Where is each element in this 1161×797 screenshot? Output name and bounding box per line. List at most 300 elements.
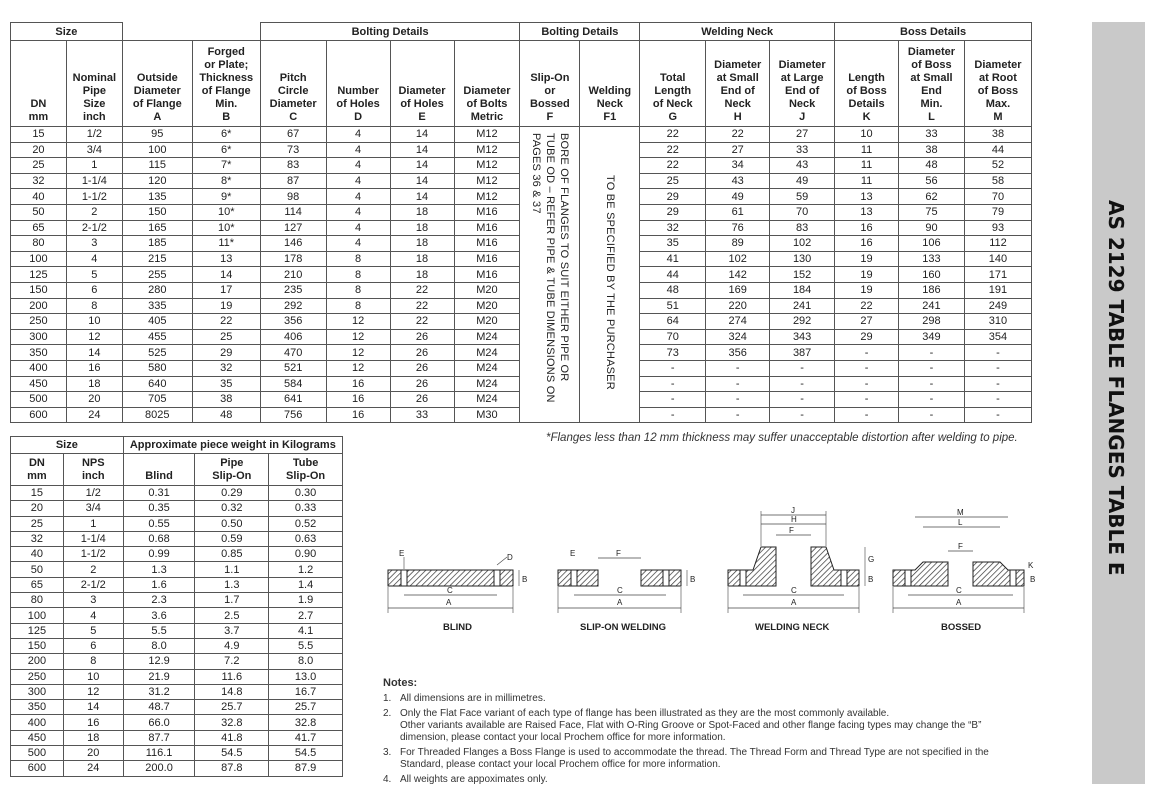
column-header-line: Length: [654, 85, 692, 97]
table-cell: 58: [964, 173, 1031, 189]
table-cell: M24: [454, 329, 520, 345]
table-cell: 70: [964, 189, 1031, 205]
weight-table-row: [11, 531, 343, 546]
table-cell: 22: [192, 314, 260, 330]
table-cell: 255: [122, 267, 192, 283]
table-cell: 17: [192, 282, 260, 298]
table-cell: 7*: [192, 158, 260, 174]
table-cell: 13: [835, 204, 899, 220]
table-cell: 33: [770, 142, 835, 158]
table-cell: M20: [454, 298, 520, 314]
table-cell: 10: [66, 314, 122, 330]
table-cell: 35: [192, 376, 260, 392]
table-cell: 235: [260, 282, 326, 298]
weight-table-cell: 5.5: [269, 638, 343, 653]
table-cell: 50: [11, 204, 67, 220]
note-line: dimension, please contact your local Prochem office for more information.: [400, 732, 726, 743]
weight-table-cell: 500: [11, 746, 64, 761]
weight-table-cell: 0.55: [123, 516, 195, 531]
table-cell: 521: [260, 360, 326, 376]
table-cell: 11: [835, 158, 899, 174]
weight-table-cell: 3: [63, 593, 123, 608]
weight-column-header-1: [63, 454, 123, 486]
table-cell: 356: [706, 345, 770, 361]
table-cell: 4: [66, 251, 122, 267]
column-header-line: Diameter: [463, 85, 511, 97]
notes-section: [383, 677, 1033, 789]
table-cell: M16: [454, 204, 520, 220]
column-header-line: Welding: [588, 85, 632, 97]
table-cell: 27: [770, 127, 835, 143]
table-cell: 38: [964, 127, 1031, 143]
note-number: 1.: [383, 693, 392, 704]
weight-table-cell: 25.7: [269, 700, 343, 715]
table-cell: 112: [964, 236, 1031, 252]
table-cell: 8: [326, 298, 390, 314]
table-cell: -: [899, 376, 965, 392]
table-cell: 11: [835, 173, 899, 189]
table-cell: 70: [770, 204, 835, 220]
table-cell: 41: [640, 251, 706, 267]
note-text: [400, 693, 546, 705]
table-cell: 62: [899, 189, 965, 205]
table-cell: 19: [835, 251, 899, 267]
weight-table-cell: 0.50: [195, 516, 269, 531]
table-cell: 142: [706, 267, 770, 283]
weight-table-row: [11, 516, 343, 531]
table-cell: 4: [326, 173, 390, 189]
table-cell: 641: [260, 392, 326, 408]
column-header-line: at Small: [716, 72, 759, 84]
dim-letter-l: L: [958, 518, 963, 527]
column-header-line: of Boss: [846, 85, 887, 97]
table-cell: M16: [454, 220, 520, 236]
table-cell: 10: [835, 127, 899, 143]
weight-table-row: [11, 593, 343, 608]
weight-table-cell: 1.4: [269, 577, 343, 592]
table-cell: 406: [260, 329, 326, 345]
weight-column-header-2: [123, 454, 195, 486]
weight-table-cell: 0.90: [269, 547, 343, 562]
column-header-9: [580, 41, 640, 127]
table-cell: -: [964, 392, 1031, 408]
table-cell: 100: [122, 142, 192, 158]
weight-table-cell: 0.30: [269, 486, 343, 501]
note-item: [383, 708, 1033, 744]
column-header-line: Neck: [788, 98, 816, 110]
welding-neck-bore-note-cell: [580, 127, 640, 423]
table-cell: 33: [899, 127, 965, 143]
column-header-line: Forged: [207, 46, 245, 58]
table-cell: 4: [326, 189, 390, 205]
weight-column-header-line: NPS: [81, 457, 105, 469]
table-cell: 22: [835, 298, 899, 314]
column-header-line: Diameter: [269, 98, 317, 110]
table-cell: 67: [260, 127, 326, 143]
dim-letter-c-2: C: [617, 586, 623, 595]
table-cell: 49: [706, 189, 770, 205]
table-cell: 27: [835, 314, 899, 330]
note-text: [400, 708, 981, 744]
group-header-blank: [122, 23, 260, 41]
table-cell: 20: [11, 142, 67, 158]
table-cell: 22: [390, 314, 454, 330]
table-cell: 349: [899, 329, 965, 345]
table-cell: 75: [899, 204, 965, 220]
table-cell: 8: [326, 251, 390, 267]
table-cell: 2: [66, 204, 122, 220]
weight-table-cell: 14: [63, 700, 123, 715]
table-cell: 8: [326, 267, 390, 283]
table-cell: M16: [454, 251, 520, 267]
weight-table-cell: 12.9: [123, 654, 195, 669]
weight-table-cell: 600: [11, 761, 64, 776]
table-cell: -: [964, 407, 1031, 423]
table-cell: M12: [454, 127, 520, 143]
weight-table-cell: 3.6: [123, 608, 195, 623]
table-cell: 16: [326, 376, 390, 392]
column-header-line: Length: [848, 72, 885, 84]
table-cell: 10*: [192, 204, 260, 220]
weight-table-row: [11, 654, 343, 669]
table-cell: 210: [260, 267, 326, 283]
column-header-line: End: [921, 85, 942, 97]
table-cell: 171: [964, 267, 1031, 283]
table-cell: 43: [770, 158, 835, 174]
weight-table-cell: 1-1/4: [63, 531, 123, 546]
weight-table-cell: 13.0: [269, 669, 343, 684]
table-cell: 9*: [192, 189, 260, 205]
table-cell: 26: [390, 392, 454, 408]
weight-table-cell: 7.2: [195, 654, 269, 669]
table-cell: -: [640, 392, 706, 408]
note-line: Other variants available are Raised Face, Flat with O-Ring Groove or Spot-Faced and other flange facing types may change the “B”: [400, 720, 982, 731]
weight-table-cell: 0.85: [195, 547, 269, 562]
weight-table-cell: 80: [11, 593, 64, 608]
dim-letter-k: K: [1028, 561, 1034, 570]
column-header-line: or Plate;: [204, 59, 249, 71]
weight-table-cell: 4: [63, 608, 123, 623]
table-cell: 26: [390, 345, 454, 361]
weight-table-cell: 2.3: [123, 593, 195, 608]
weight-size-header: Size: [11, 437, 124, 454]
table-cell: 525: [122, 345, 192, 361]
dim-letter-b-2: B: [690, 575, 696, 584]
table-cell: 61: [706, 204, 770, 220]
weight-table-cell: 300: [11, 684, 64, 699]
table-cell: 22: [390, 298, 454, 314]
table-cell: 14: [390, 127, 454, 143]
weight-table-cell: 1.7: [195, 593, 269, 608]
weight-table-cell: 1.3: [195, 577, 269, 592]
weight-table-cell: 125: [11, 623, 64, 638]
weight-column-header-line: mm: [27, 470, 47, 482]
table-cell: 241: [899, 298, 965, 314]
weight-table-row: [11, 730, 343, 745]
weight-table-cell: 0.32: [195, 501, 269, 516]
note-line: Standard, please contact your local Prochem office for more information.: [400, 759, 721, 770]
dim-letter-j: J: [791, 506, 795, 515]
column-header-line: of Holes: [400, 98, 444, 110]
table-cell: 6: [66, 282, 122, 298]
table-cell: 59: [770, 189, 835, 205]
table-cell: 27: [706, 142, 770, 158]
table-cell: 95: [122, 127, 192, 143]
column-header-line: Neck: [596, 98, 623, 110]
column-header-12: [770, 41, 835, 127]
column-header-line: Metric: [470, 111, 504, 123]
column-header-line: B: [222, 111, 231, 123]
table-cell: 26: [390, 376, 454, 392]
dim-letter-b: B: [522, 575, 528, 584]
weight-table-cell: 1.6: [123, 577, 195, 592]
table-cell: 4: [326, 142, 390, 158]
column-header-line: Circle: [277, 85, 309, 97]
note-line: For Threaded Flanges a Boss Flange is used to accommodate the thread. The Thread Form and Thread Type are not specified in the: [400, 747, 989, 758]
table-cell: 16: [326, 407, 390, 423]
weight-table-cell: 3/4: [63, 501, 123, 516]
table-cell: 6*: [192, 142, 260, 158]
table-cell: 114: [260, 204, 326, 220]
weight-table-cell: 200.0: [123, 761, 195, 776]
note-item: [383, 693, 1033, 705]
weight-table-cell: 40: [11, 547, 64, 562]
table-cell: 335: [122, 298, 192, 314]
table-cell: 354: [964, 329, 1031, 345]
table-cell: 292: [260, 298, 326, 314]
table-cell: 93: [964, 220, 1031, 236]
table-cell: -: [770, 376, 835, 392]
table-cell: 22: [390, 282, 454, 298]
table-cell: 35: [640, 236, 706, 252]
weight-table-cell: 0.68: [123, 531, 195, 546]
table-cell: 152: [770, 267, 835, 283]
slip-on-bore-note: BORE OF FLANGES TO SUIT EITHER PIPE OR TUBE OD – REFER PIPE & TUBE DIMENSIONS ON PAGES 36 & 37: [529, 133, 570, 403]
weight-table-cell: 5.5: [123, 623, 195, 638]
weight-table-cell: 5: [63, 623, 123, 638]
weight-table-row: [11, 700, 343, 715]
column-header-line: at Small: [910, 72, 953, 84]
table-cell: 15: [11, 127, 67, 143]
table-cell: 300: [11, 329, 67, 345]
sidebar-title: AS 2129 TABLE FLANGES TABLE E: [1104, 200, 1128, 576]
table-cell: -: [964, 360, 1031, 376]
group-header-bolting-2: Bolting Details: [520, 23, 640, 41]
column-header-line: E: [418, 111, 426, 123]
weight-table-cell: 1.9: [269, 593, 343, 608]
weight-table-cell: 54.5: [269, 746, 343, 761]
dim-letter-b-4: B: [1030, 575, 1036, 584]
table-cell: 350: [11, 345, 67, 361]
table-cell: 140: [964, 251, 1031, 267]
table-cell: 73: [640, 345, 706, 361]
dim-letter-c-4: C: [956, 586, 962, 595]
table-cell: 83: [260, 158, 326, 174]
weight-table-row: [11, 562, 343, 577]
weight-table-cell: 25: [11, 516, 64, 531]
table-cell: 22: [640, 127, 706, 143]
table-cell: 102: [706, 251, 770, 267]
weight-table-cell: 8.0: [269, 654, 343, 669]
column-header-line: Min.: [920, 98, 943, 110]
table-cell: 146: [260, 236, 326, 252]
table-cell: -: [640, 360, 706, 376]
column-header-line: Diameter: [907, 46, 955, 58]
group-header-size: Size: [11, 23, 123, 41]
column-header-2: [122, 41, 192, 127]
dim-letter-g: G: [868, 555, 875, 564]
column-header-8: [520, 41, 580, 127]
table-cell: 356: [260, 314, 326, 330]
weight-table-cell: 20: [11, 501, 64, 516]
weight-table-cell: 1-1/2: [63, 547, 123, 562]
table-cell: -: [835, 392, 899, 408]
weight-table-cell: 0.52: [269, 516, 343, 531]
weight-table-cell: 25.7: [195, 700, 269, 715]
table-cell: 185: [122, 236, 192, 252]
weight-table-cell: 250: [11, 669, 64, 684]
column-header-line: Pitch: [279, 72, 307, 84]
weight-table-row: [11, 638, 343, 653]
table-cell: 450: [11, 376, 67, 392]
table-cell: M12: [454, 173, 520, 189]
dim-letter-c-3: C: [791, 586, 797, 595]
table-cell: 19: [835, 267, 899, 283]
table-cell: 160: [899, 267, 965, 283]
table-cell: -: [640, 376, 706, 392]
weight-table-cell: 32: [11, 531, 64, 546]
dim-letter-h: H: [791, 515, 797, 524]
column-header-line: of Holes: [336, 98, 380, 110]
table-cell: M12: [454, 142, 520, 158]
table-cell: 24: [66, 407, 122, 423]
table-cell: 26: [390, 329, 454, 345]
table-cell: 16: [326, 392, 390, 408]
weight-table-cell: 14.8: [195, 684, 269, 699]
table-cell: 65: [11, 220, 67, 236]
table-cell: 43: [706, 173, 770, 189]
table-cell: 100: [11, 251, 67, 267]
weight-column-header-line: Blind: [145, 470, 173, 482]
table-cell: 49: [770, 173, 835, 189]
weight-table-cell: 87.8: [195, 761, 269, 776]
table-cell: 186: [899, 282, 965, 298]
table-cell: 13: [192, 251, 260, 267]
weight-table-cell: 2: [63, 562, 123, 577]
weight-table-cell: 0.29: [195, 486, 269, 501]
column-header-7: [454, 41, 520, 127]
table-cell: 4: [326, 127, 390, 143]
table-cell: -: [899, 345, 965, 361]
table-cell: 280: [122, 282, 192, 298]
note-number: 3.: [383, 747, 392, 758]
weight-table-cell: 2-1/2: [63, 577, 123, 592]
weight-column-header-line: Slip-On: [212, 470, 252, 482]
column-header-line: F1: [603, 111, 617, 123]
column-header-line: Thickness: [199, 72, 254, 84]
weight-column-header-line: Pipe: [220, 457, 244, 469]
note-line: Only the Flat Face variant of each type of flange has been illustrated as they are the most commonly available.: [400, 708, 890, 719]
table-cell: 12: [326, 360, 390, 376]
note-line: All dimensions are in millimetres.: [400, 693, 546, 704]
column-header-line: L: [928, 111, 935, 123]
column-header-line: of Boss: [977, 85, 1019, 97]
column-header-5: [326, 41, 390, 127]
weight-table-cell: 16: [63, 715, 123, 730]
table-cell: 18: [66, 376, 122, 392]
table-cell: 33: [390, 407, 454, 423]
table-cell: 98: [260, 189, 326, 205]
table-cell: -: [964, 376, 1031, 392]
column-header-line: Details: [848, 98, 885, 110]
weight-table-cell: 0.35: [123, 501, 195, 516]
column-header-line: at Root: [979, 72, 1017, 84]
table-cell: 1-1/2: [66, 189, 122, 205]
table-cell: 600: [11, 407, 67, 423]
table-cell: 38: [192, 392, 260, 408]
column-header-line: Diameter: [714, 59, 762, 71]
table-cell: 40: [11, 189, 67, 205]
table-cell: 102: [770, 236, 835, 252]
table-cell: M24: [454, 376, 520, 392]
table-cell: 127: [260, 220, 326, 236]
table-cell: 125: [11, 267, 67, 283]
table-cell: M30: [454, 407, 520, 423]
table-cell: 6*: [192, 127, 260, 143]
weight-table-cell: 4.1: [269, 623, 343, 638]
weight-table-row: [11, 608, 343, 623]
weight-table-cell: 41.7: [269, 730, 343, 745]
weight-table-cell: 0.63: [269, 531, 343, 546]
column-header-0: [11, 41, 67, 127]
weight-table-cell: 0.99: [123, 547, 195, 562]
table-cell: 130: [770, 251, 835, 267]
table-cell: 165: [122, 220, 192, 236]
table-cell: 120: [122, 173, 192, 189]
weight-table-row: [11, 715, 343, 730]
column-header-line: Neck: [724, 98, 751, 110]
weight-table-cell: 1/2: [63, 486, 123, 501]
table-cell: 106: [899, 236, 965, 252]
weight-table-cell: 32.8: [195, 715, 269, 730]
table-cell: -: [835, 360, 899, 376]
weight-table-cell: 20: [63, 746, 123, 761]
table-cell: 25: [11, 158, 67, 174]
weight-table: [10, 436, 343, 777]
column-header-line: mm: [28, 111, 49, 123]
weight-table-cell: 1.1: [195, 562, 269, 577]
column-header-line: of Neck: [652, 98, 693, 110]
table-cell: 115: [122, 158, 192, 174]
table-cell: 26: [390, 360, 454, 376]
column-header-10: [640, 41, 706, 127]
column-header-1: [66, 41, 122, 127]
table-cell: 150: [122, 204, 192, 220]
dim-letter-d: D: [507, 553, 513, 562]
column-header-line: Size: [83, 98, 106, 110]
table-cell: M16: [454, 267, 520, 283]
column-header-13: [835, 41, 899, 127]
dim-letter-a-3: A: [791, 598, 797, 607]
diagram-label-welding-neck: WELDING NECK: [755, 622, 830, 633]
table-cell: 135: [122, 189, 192, 205]
table-cell: 87: [260, 173, 326, 189]
table-cell: 52: [964, 158, 1031, 174]
table-cell: 4: [326, 236, 390, 252]
table-cell: -: [835, 345, 899, 361]
weight-column-header-line: DN: [28, 457, 45, 469]
note-item: [383, 747, 1033, 771]
